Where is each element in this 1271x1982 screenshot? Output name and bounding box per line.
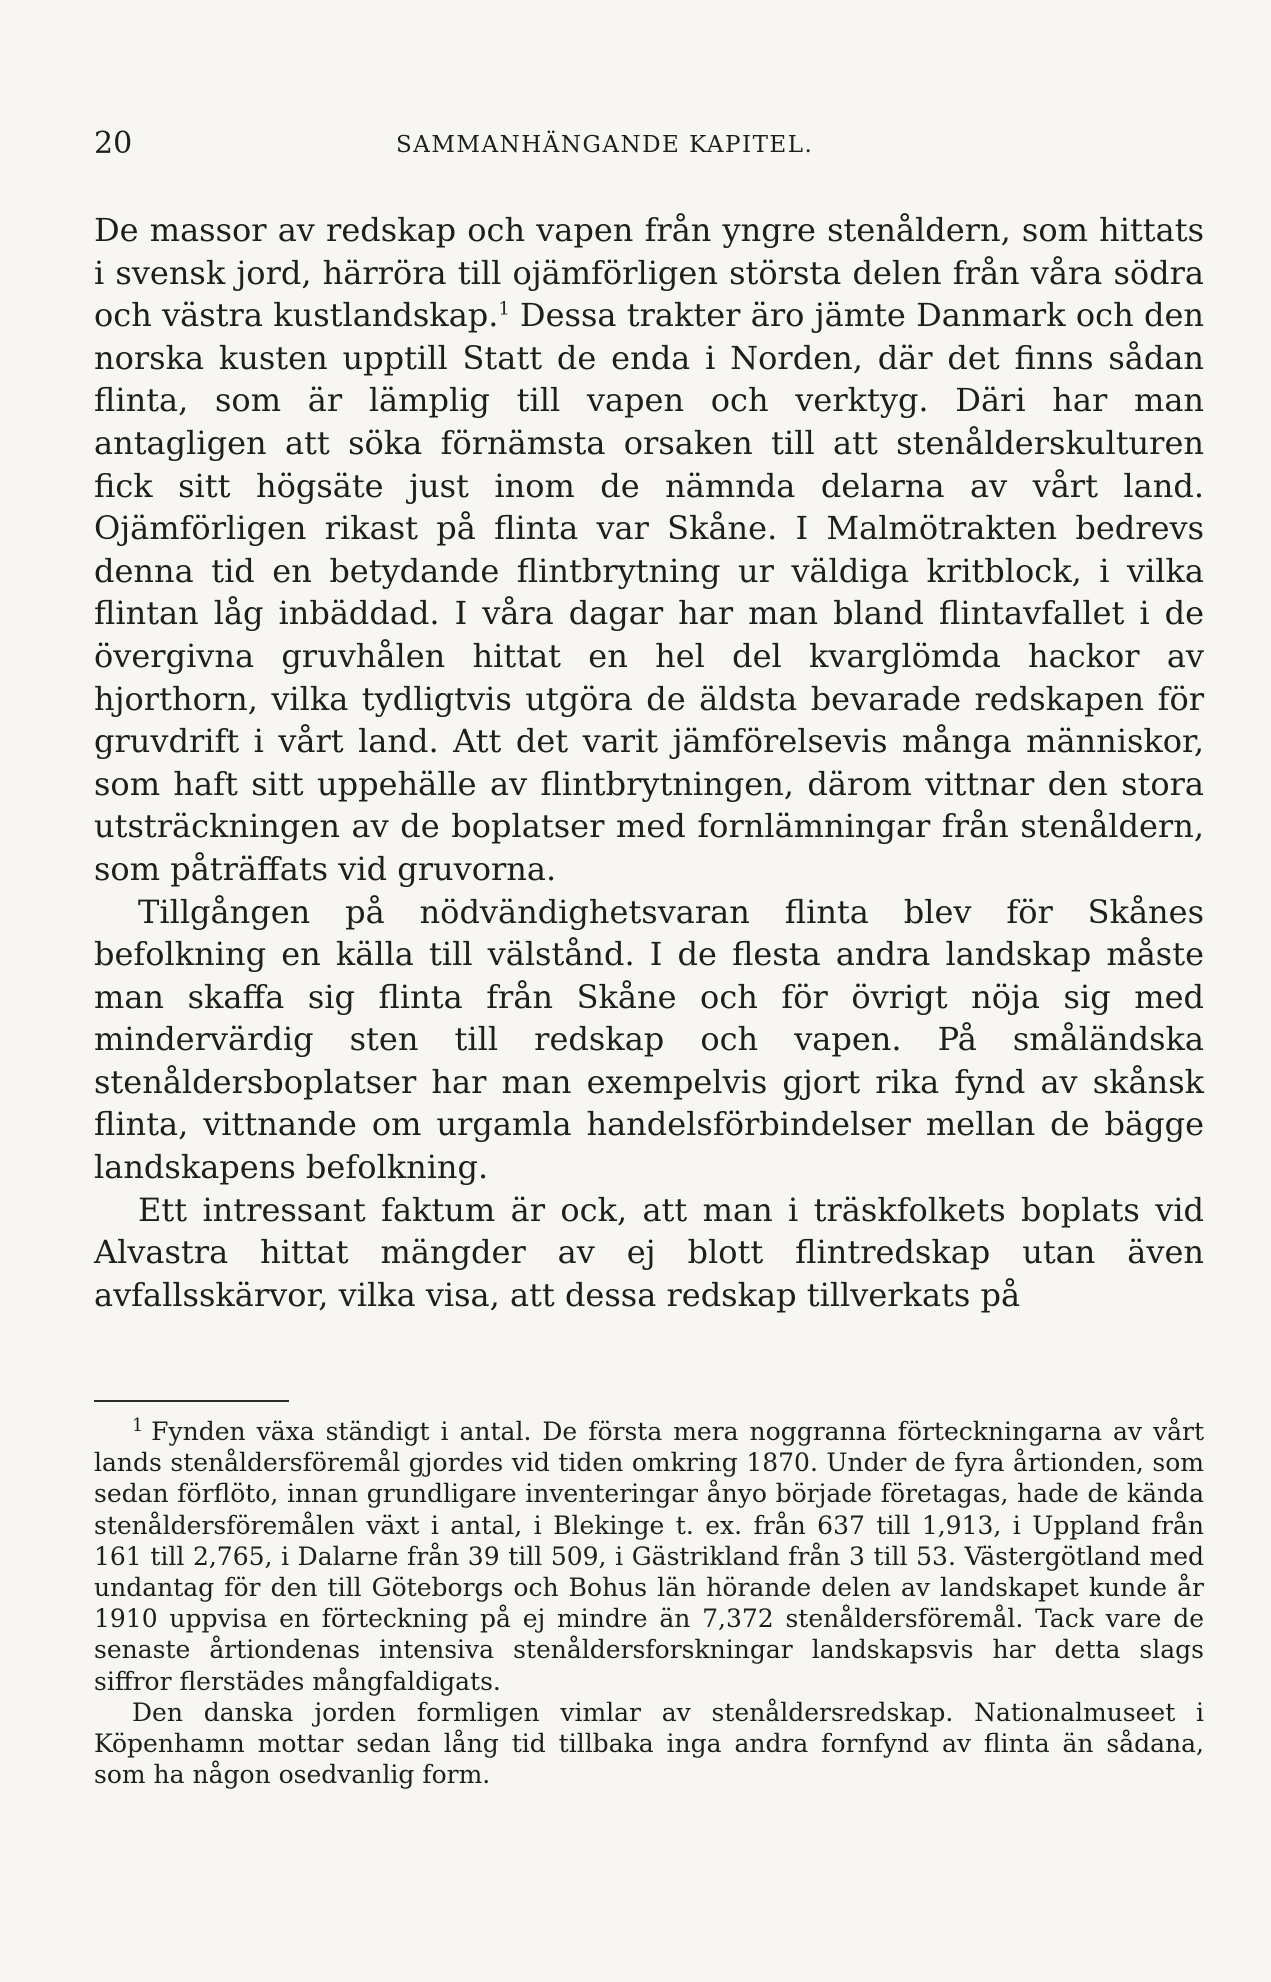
- paragraph-1: [94, 209, 1204, 891]
- footnote-marker: 1: [132, 1415, 144, 1436]
- page-number: 20: [94, 126, 133, 161]
- running-title: SAMMANHÄNGANDE KAPITEL.: [396, 132, 814, 158]
- footnote-1: [94, 1416, 1204, 1697]
- footnote-1-text: Fynden växa ständigt i antal. De första mera noggranna förteckningarna av vårt lands stenåldersföremål gjordes vid tiden omkring 1870. Under de fyra årtionden, som sedan förflöto, innan grundligare inventeringar ånyo började företagas, hade de kända stenåldersföremålen växt i antal, i Blekinge t. ex. från 637 till 1,913, i Uppland från 161 till 2,765, i Dalarne från 39 till 509, i Gästrikland från 3 till 53. Västergötland med undantag för den till Göteborgs och Bohus län hörande delen av landskapet kunde år 1910 uppvisa en förteckning på ej mindre än 7,372 stenåldersföremål. Tack vare de senaste årtiondenas intensiva stenåldersforskningar landskapsvis har detta slags siffror flerstädes mångfaldigats.: [94, 1417, 1204, 1696]
- footnote-reference: 1: [498, 299, 510, 320]
- paragraph-1-rest: Dessa trakter äro jämte Danmark och den norska kusten upptill Statt de enda i Norden, där det finns sådan flinta, som är lämplig till vapen och verktyg. Däri har man antagligen att söka förnämsta orsaken till att stenålderskulturen fick sitt högsäte just inom de nämnda delarna av vårt land. Ojämförligen rikast på flinta var Skåne. I Malmötrakten bedrevs denna tid en betydande flintbrytning ur väldiga kritblock, i vilka flintan låg inbäddad. I våra dagar har man bland flintavfallet i de övergivna gruvhålen hittat en hel del kvarglömda hackor av hjorthorn, vilka tydligtvis utgöra de äldsta bevarade redskapen för gruvdrift i vårt land. Att det varit jämförelsevis många människor, som haft sitt uppehälle av flintbrytningen, därom vittnar den stora utsträckningen av de boplatser med fornlämningar från stenåldern, som påträffats vid gruvorna.: [94, 296, 1205, 888]
- footnotes: [94, 1416, 1204, 1790]
- main-text: [94, 209, 1204, 1316]
- footnote-divider: [94, 1400, 289, 1402]
- paragraph-1-start: De massor av redskap och vapen från yngre stenåldern, som hittats i svensk jord, härröra till ojämförligen största delen från våra södra och västra kustlandskap.: [94, 211, 1204, 335]
- page-header: [94, 124, 1204, 164]
- paragraph-3: Ett intressant faktum är ock, att man i träskfolkets boplats vid Alvastra hittat mängder av ej blott flintredskap utan även avfallsskärvor, vilka visa, att dessa redskap tillverkats på: [94, 1190, 1204, 1314]
- footnote-1-continued: Den danska jorden formligen vimlar av stenåldersredskap. Nationalmuseet i Köpenhamn mottar sedan lång tid tillbaka inga andra fornfynd av flinta än sådana, som ha någon osedvanlig form.: [94, 1697, 1204, 1790]
- paragraph-2: Tillgången på nödvändighetsvaran flinta blev för Skånes befolkning en källa till välstånd. I de flesta andra landskap måste man skaffa sig flinta från Skåne och för övrigt nöja sig med mindervärdig sten till redskap och vapen. På småländska stenåldersboplatser har man exempelvis gjort rika fynd av skånsk flinta, vittnande om urgamla handelsförbindelser mellan de bägge landskapens befolkning.: [94, 892, 1204, 1187]
